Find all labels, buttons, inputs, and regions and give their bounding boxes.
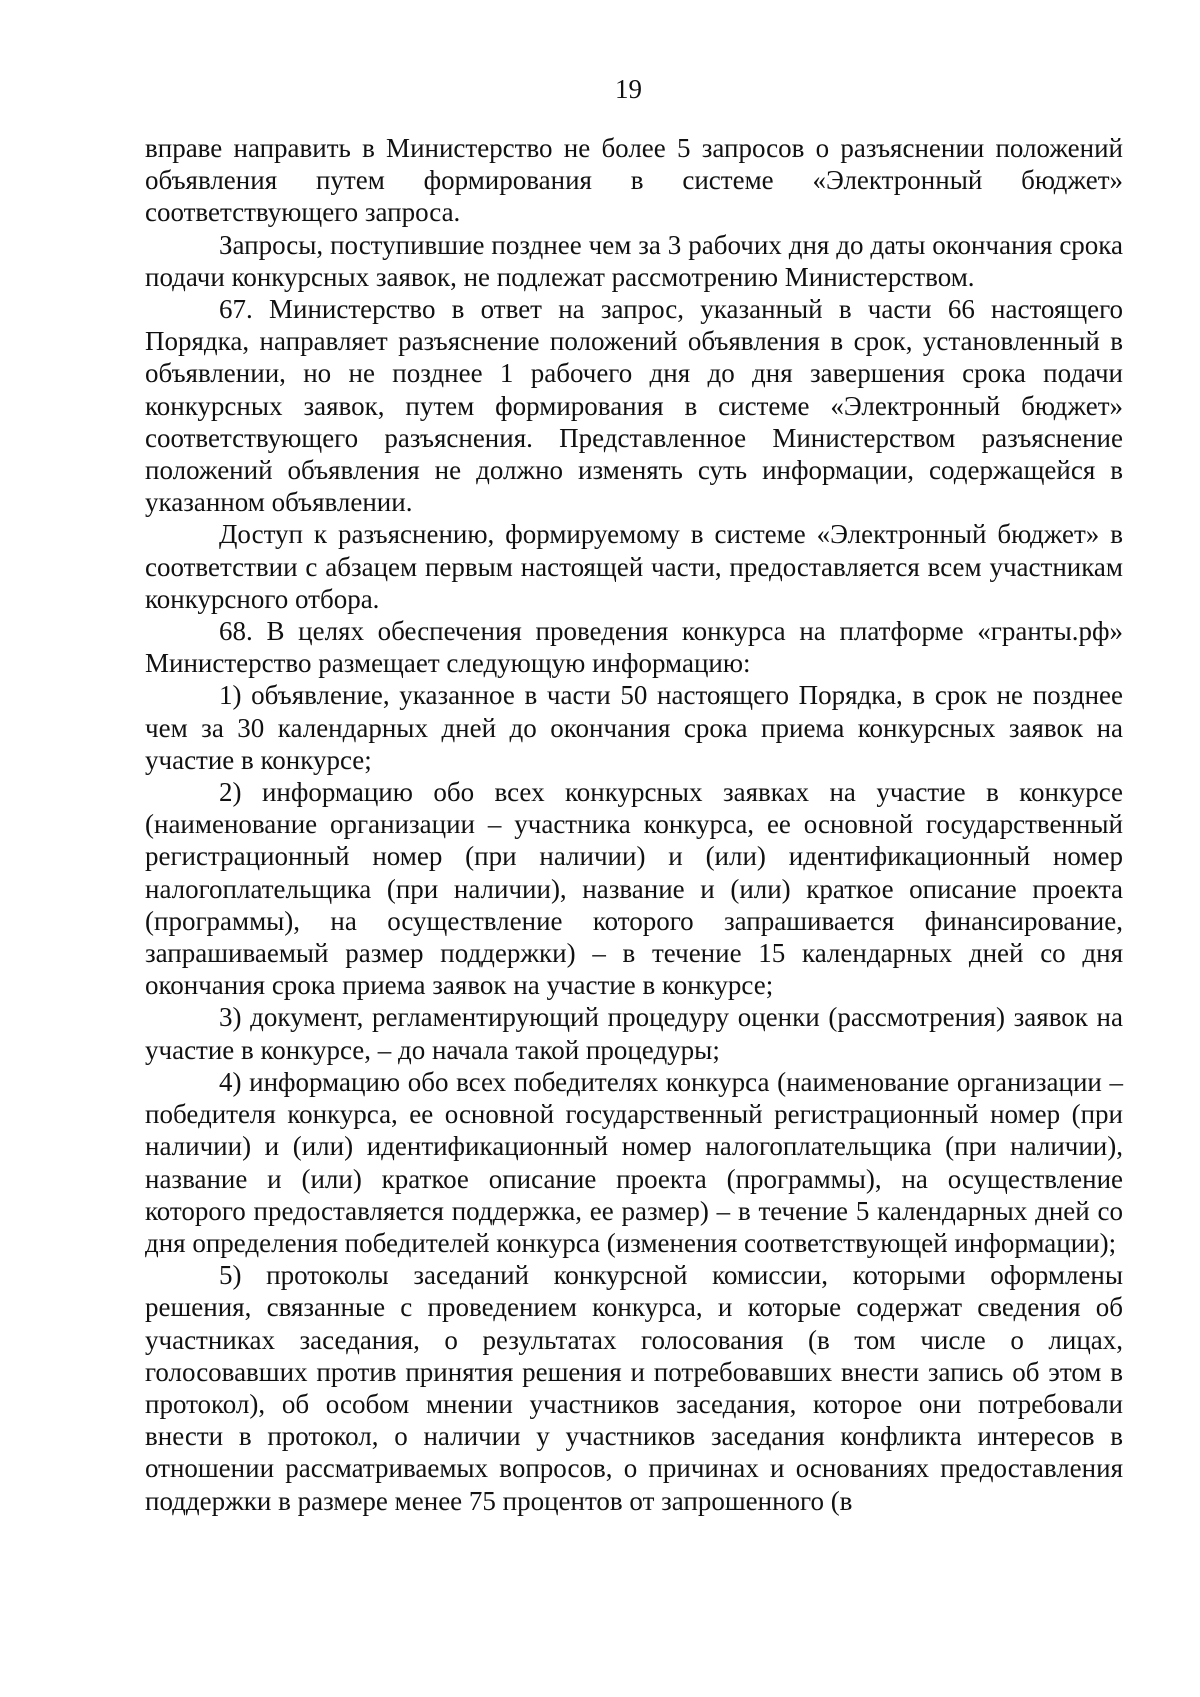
paragraph-continuation: вправе направить в Министерство не более 5 запросов о разъяснении положений объявления путем формирования в системе «Электронный бюджет» соответствующего запроса.: [145, 133, 1123, 228]
list-item-1: 1) объявление, указанное в части 50 настоящего Порядка, в срок не позднее чем за 30 календарных дней до окончания срока приема конкурсных заявок на участие в конкурсе;: [145, 680, 1123, 775]
list-item-4: 4) информацию обо всех победителях конкурса (наименование организации – победителя конкурса, ее основной государственный регистрационный номер (при наличии) и (или) идентификационный номер налогоплательщика (при наличии), название и (или) краткое описание проекта (программы), на осуществление которого предоставляется поддержка, ее размер) – в течение 5 календарных дней со дня определения победителей конкурса (изменения соответствующей информации);: [145, 1066, 1123, 1258]
list-item-3: 3) документ, регламентирующий процедуру оценки (рассмотрения) заявок на участие в конкурсе, – до начала такой процедуры;: [145, 1002, 1123, 1065]
document-body: [145, 132, 1123, 1517]
paragraph-access-clarification: Доступ к разъяснению, формируемому в системе «Электронный бюджет» в соответствии с абзацем первым настоящей части, предоставляется всем участникам конкурсного отбора.: [145, 519, 1123, 614]
paragraph-67: 67. Министерство в ответ на запрос, указанный в части 66 настоящего Порядка, направляет разъяснение положений объявления в срок, установленный в объявлении, но не позднее 1 рабочего дня до дня завершения срока подачи конкурсных заявок, путем формирования в системе «Электронный бюджет» соответствующего разъяснения. Представленное Министерством разъяснение положений объявления не должно изменять суть информации, содержащейся в указанном объявлении.: [145, 294, 1123, 518]
paragraph-requests-deadline: Запросы, поступившие позднее чем за 3 рабочих дня до даты окончания срока подачи конкурсных заявок, не подлежат рассмотрению Министерством.: [145, 229, 1123, 292]
list-item-2: 2) информацию обо всех конкурсных заявках на участие в конкурсе (наименование организации – участника конкурса, ее основной государственный регистрационный номер (при наличии) и (или) идентификационный номер налогоплательщика (при наличии), название и (или) краткое описание проекта (программы), на осуществление которого запрашивается финансирование, запрашиваемый размер поддержки) – в течение 15 календарных дней со дня окончания срока приема заявок на участие в конкурсе;: [145, 777, 1123, 1001]
list-item-5: 5) протоколы заседаний конкурсной комиссии, которыми оформлены решения, связанные с проведением конкурса, и которые содержат сведения об участниках заседания, о результатах голосования (в том числе о лицах, голосовавших против принятия решения и потребовавших внести запись об этом в протокол), об особом мнении участников заседания, которое они потребовали внести в протокол, о наличии у участников заседания конфликта интересов в отношении рассматриваемых вопросов, о причинах и основаниях предоставления поддержки в размере менее 75 процентов от запрошенного (в: [145, 1260, 1123, 1516]
paragraph-68: 68. В целях обеспечения проведения конкурса на платформе «гранты.рф» Министерство размещает следующую информацию:: [145, 616, 1123, 679]
page-number: 19: [615, 74, 642, 104]
